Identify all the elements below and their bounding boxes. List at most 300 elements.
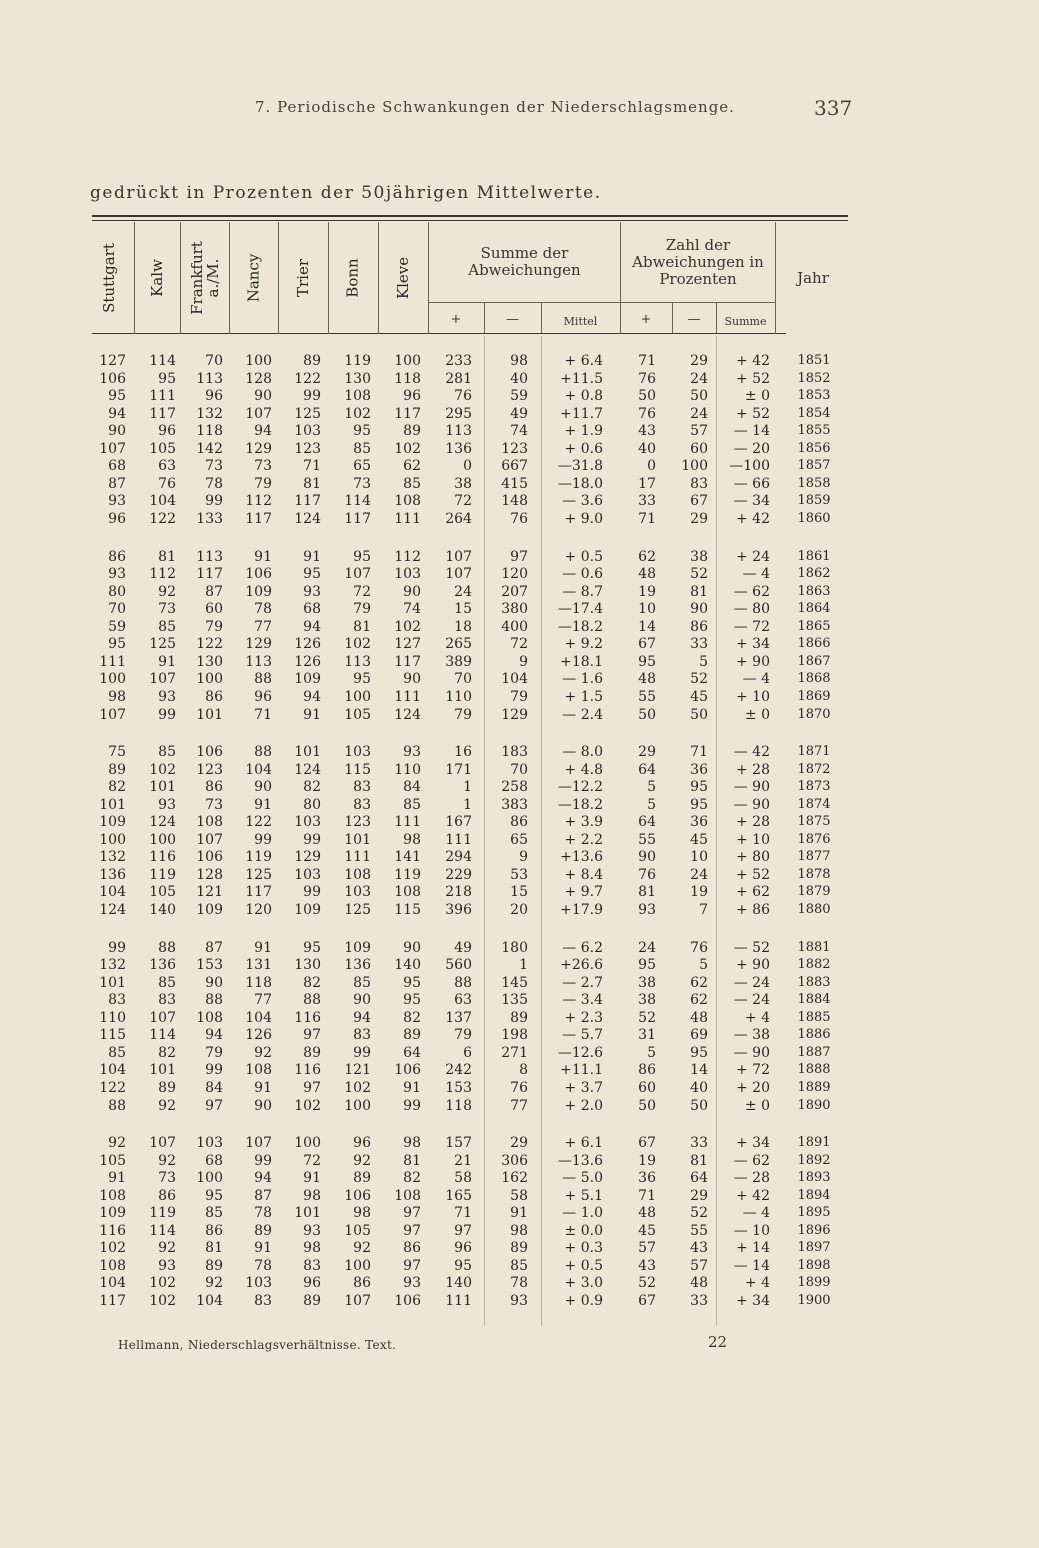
cell-zahl-summe: — 62 xyxy=(733,1152,770,1169)
cell-zahl-summe: — 14 xyxy=(733,1257,770,1274)
cell-sum-mittel: + 3.7 xyxy=(564,1079,603,1096)
cell-trier: 95 xyxy=(303,939,321,956)
cell-zahl-minus: 57 xyxy=(690,1257,708,1274)
cell-nancy: 117 xyxy=(245,511,272,527)
cell-frankfurt: 85 xyxy=(205,1205,223,1222)
cell-kalw: 85 xyxy=(158,744,176,760)
cell-nancy: 94 xyxy=(254,1170,272,1187)
cell-frankfurt: 108 xyxy=(196,1009,223,1026)
cell-sum-minus: 72 xyxy=(510,636,528,653)
cell-sum-mittel: + 3.9 xyxy=(564,814,603,831)
cell-trier: 99 xyxy=(303,388,321,405)
cell-zahl-plus: 50 xyxy=(638,388,656,405)
cell-sum-minus: 15 xyxy=(510,884,528,901)
cell-stuttgart: 105 xyxy=(99,1152,126,1169)
cell-sum-plus: 111 xyxy=(445,831,472,848)
cell-stuttgart: 107 xyxy=(99,706,126,723)
cell-nancy: 125 xyxy=(245,866,272,883)
cell-bonn: 105 xyxy=(344,706,371,723)
cell-sum-minus: 85 xyxy=(510,1257,528,1274)
cell-kleve: 97 xyxy=(403,1205,421,1222)
cell-sum-plus: 157 xyxy=(445,1135,472,1151)
cell-year: 1894 xyxy=(797,1187,831,1203)
cell-zahl-summe: — 38 xyxy=(733,1027,770,1044)
cell-zahl-plus: 71 xyxy=(638,353,656,369)
cell-sum-mittel: +18.1 xyxy=(560,653,603,670)
cell-stuttgart: 102 xyxy=(99,1240,126,1257)
cell-year: 1871 xyxy=(797,744,831,759)
cell-kleve: 85 xyxy=(403,475,421,492)
cell-zahl-minus: 38 xyxy=(690,548,708,565)
cell-sum-mittel: —18.2 xyxy=(557,618,603,635)
cell-zahl-summe: + 42 xyxy=(736,1187,770,1204)
cell-sum-mittel: +11.7 xyxy=(560,405,603,422)
cell-frankfurt: 79 xyxy=(205,618,223,635)
cell-sum-plus: 137 xyxy=(445,1009,472,1026)
cell-zahl-summe: + 20 xyxy=(736,1079,770,1096)
cell-frankfurt: 100 xyxy=(196,671,223,688)
cell-sum-mittel: —18.0 xyxy=(557,475,603,492)
cell-bonn: 108 xyxy=(344,388,371,405)
cell-stuttgart: 100 xyxy=(99,671,126,688)
cell-frankfurt: 128 xyxy=(196,866,223,883)
cell-stuttgart: 91 xyxy=(108,1170,126,1187)
cell-sum-mittel: + 9.7 xyxy=(564,884,603,901)
cell-stuttgart: 95 xyxy=(108,388,126,405)
cell-zahl-summe: + 10 xyxy=(736,688,770,705)
cell-frankfurt: 68 xyxy=(205,1152,223,1169)
cell-bonn: 130 xyxy=(344,370,371,387)
cell-zahl-summe: + 10 xyxy=(736,831,770,848)
cell-kleve: 102 xyxy=(394,618,421,635)
cell-year: 1888 xyxy=(797,1062,831,1078)
cell-sum-plus: 88 xyxy=(454,974,472,991)
cell-frankfurt: 106 xyxy=(196,849,223,866)
cell-nancy: 126 xyxy=(245,1027,272,1044)
cell-bonn: 103 xyxy=(344,884,371,901)
cell-frankfurt: 90 xyxy=(205,974,223,991)
cell-year: 1900 xyxy=(797,1293,831,1308)
cell-bonn: 107 xyxy=(344,566,371,582)
cell-year: 1861 xyxy=(797,548,831,564)
cell-trier: 82 xyxy=(303,779,321,796)
cell-frankfurt: 87 xyxy=(205,583,223,600)
cell-sum-plus: 15 xyxy=(454,601,472,618)
cell-zahl-summe: ± 0 xyxy=(744,706,770,723)
footer-source: Hellmann, Niederschlagsverhältnisse. Text. xyxy=(118,1338,397,1352)
cell-frankfurt: 70 xyxy=(205,353,223,369)
cell-sum-plus: 70 xyxy=(454,671,472,688)
cell-zahl-plus: 67 xyxy=(638,1135,656,1151)
cell-kalw: 85 xyxy=(158,974,176,991)
cell-zahl-plus: 36 xyxy=(638,1170,656,1187)
cell-zahl-minus: 76 xyxy=(690,939,708,956)
cell-kalw: 85 xyxy=(158,618,176,635)
cell-kleve: 140 xyxy=(394,957,421,974)
cell-trier: 68 xyxy=(303,601,321,618)
cell-nancy: 100 xyxy=(245,353,272,369)
cell-zahl-plus: 67 xyxy=(638,1293,656,1309)
subheader-summe: Summe xyxy=(724,315,767,328)
cell-zahl-plus: 31 xyxy=(638,1027,656,1044)
cell-bonn: 113 xyxy=(344,653,371,670)
cell-nancy: 112 xyxy=(245,493,272,510)
cell-stuttgart: 117 xyxy=(99,1293,126,1309)
cell-nancy: 91 xyxy=(254,1240,272,1257)
page-number: 337 xyxy=(814,96,853,120)
subheader-plus: + xyxy=(640,312,652,327)
cell-sum-plus: 16 xyxy=(454,744,472,760)
cell-zahl-summe: — 10 xyxy=(733,1222,770,1239)
body-divider xyxy=(716,336,717,1326)
cell-bonn: 89 xyxy=(353,1170,371,1187)
cell-trier: 99 xyxy=(303,831,321,848)
cell-zahl-summe: + 52 xyxy=(736,370,770,387)
cell-trier: 116 xyxy=(294,1062,321,1079)
cell-sum-mittel: — 3.4 xyxy=(562,992,603,1009)
cell-kalw: 73 xyxy=(158,1170,176,1187)
cell-zahl-summe: + 24 xyxy=(736,548,770,565)
cell-zahl-minus: 29 xyxy=(690,353,708,369)
cell-zahl-minus: 14 xyxy=(690,1062,708,1079)
cell-zahl-plus: 90 xyxy=(638,849,656,866)
cell-year: 1858 xyxy=(797,475,831,491)
cell-kalw: 101 xyxy=(149,779,176,796)
cell-trier: 98 xyxy=(303,1187,321,1204)
cell-sum-minus: 89 xyxy=(510,1240,528,1257)
cell-year: 1877 xyxy=(797,849,831,865)
cell-sum-minus: 183 xyxy=(501,744,528,760)
cell-stuttgart: 122 xyxy=(99,1079,126,1096)
cell-sum-plus: 38 xyxy=(454,475,472,492)
cell-stuttgart: 104 xyxy=(99,884,126,901)
cell-nancy: 87 xyxy=(254,1187,272,1204)
cell-nancy: 88 xyxy=(254,671,272,688)
cell-nancy: 78 xyxy=(254,1205,272,1222)
cell-zahl-summe: — 66 xyxy=(733,475,770,492)
cell-zahl-summe: — 90 xyxy=(733,796,770,813)
cell-kalw: 93 xyxy=(158,796,176,813)
cell-kleve: 62 xyxy=(403,458,421,475)
cell-sum-mittel: + 9.0 xyxy=(564,511,603,527)
cell-sum-minus: 78 xyxy=(510,1275,528,1292)
cell-kleve: 108 xyxy=(394,1187,421,1204)
cell-kleve: 112 xyxy=(394,548,421,565)
cell-zahl-minus: 67 xyxy=(690,493,708,510)
cell-zahl-plus: 62 xyxy=(638,548,656,565)
cell-stuttgart: 111 xyxy=(99,653,126,670)
cell-frankfurt: 153 xyxy=(196,957,223,974)
cell-bonn: 95 xyxy=(353,548,371,565)
cell-trier: 94 xyxy=(303,688,321,705)
cell-stuttgart: 104 xyxy=(99,1275,126,1292)
cell-zahl-plus: 38 xyxy=(638,974,656,991)
body-divider xyxy=(484,336,485,1326)
cell-sum-mittel: + 1.9 xyxy=(564,423,603,440)
cell-sum-minus: 135 xyxy=(501,992,528,1009)
cell-zahl-minus: 40 xyxy=(690,1079,708,1096)
cell-kalw: 104 xyxy=(149,493,176,510)
cell-kalw: 105 xyxy=(149,440,176,457)
cell-frankfurt: 99 xyxy=(205,493,223,510)
cell-kleve: 117 xyxy=(394,653,421,670)
cell-trier: 81 xyxy=(303,475,321,492)
top-rule xyxy=(92,215,848,217)
cell-bonn: 65 xyxy=(353,458,371,475)
cell-zahl-summe: ± 0 xyxy=(744,388,770,405)
cell-kalw: 92 xyxy=(158,583,176,600)
cell-frankfurt: 103 xyxy=(196,1135,223,1151)
column-header-nancy: Nancy xyxy=(243,253,262,303)
cell-bonn: 121 xyxy=(344,1062,371,1079)
cell-trier: 129 xyxy=(294,849,321,866)
cell-zahl-summe: — 34 xyxy=(733,493,770,510)
cell-trier: 89 xyxy=(303,1044,321,1061)
cell-trier: 93 xyxy=(303,583,321,600)
cell-bonn: 83 xyxy=(353,779,371,796)
cell-trier: 94 xyxy=(303,618,321,635)
cell-kalw: 119 xyxy=(149,866,176,883)
cell-zahl-plus: 67 xyxy=(638,636,656,653)
cell-kalw: 96 xyxy=(158,423,176,440)
cell-stuttgart: 104 xyxy=(99,1062,126,1079)
cell-kalw: 107 xyxy=(149,1009,176,1026)
cell-frankfurt: 88 xyxy=(205,992,223,1009)
cell-kleve: 108 xyxy=(394,884,421,901)
cell-frankfurt: 121 xyxy=(196,884,223,901)
cell-sum-plus: 171 xyxy=(445,761,472,778)
cell-kleve: 89 xyxy=(403,1027,421,1044)
cell-sum-minus: 76 xyxy=(510,511,528,527)
cell-kleve: 82 xyxy=(403,1170,421,1187)
cell-sum-minus: 91 xyxy=(510,1205,528,1222)
cell-zahl-summe: + 52 xyxy=(736,405,770,422)
cell-zahl-minus: 52 xyxy=(690,566,708,582)
cell-zahl-plus: 48 xyxy=(638,671,656,688)
cell-sum-minus: 148 xyxy=(501,493,528,510)
cell-stuttgart: 124 xyxy=(99,902,126,918)
cell-sum-minus: 49 xyxy=(510,405,528,422)
column-header-frankfurt: Frankfurt a./M. xyxy=(188,241,222,315)
cell-sum-minus: 53 xyxy=(510,866,528,883)
cell-trier: 91 xyxy=(303,1170,321,1187)
cell-frankfurt: 122 xyxy=(196,636,223,653)
cell-stuttgart: 95 xyxy=(108,636,126,653)
cell-kleve: 74 xyxy=(403,601,421,618)
cell-kalw: 95 xyxy=(158,370,176,387)
cell-kleve: 103 xyxy=(394,566,421,582)
cell-zahl-summe: — 20 xyxy=(733,440,770,457)
cell-kalw: 63 xyxy=(158,458,176,475)
cell-zahl-summe: + 90 xyxy=(736,957,770,974)
cell-zahl-summe: — 4 xyxy=(742,671,770,688)
cell-bonn: 102 xyxy=(344,405,371,422)
cell-nancy: 79 xyxy=(254,475,272,492)
cell-frankfurt: 142 xyxy=(196,440,223,457)
cell-stuttgart: 136 xyxy=(99,866,126,883)
cell-zahl-minus: 100 xyxy=(681,458,708,475)
cell-sum-minus: 93 xyxy=(510,1293,528,1309)
cell-kalw: 89 xyxy=(158,1079,176,1096)
cell-nancy: 77 xyxy=(254,992,272,1009)
cell-nancy: 104 xyxy=(245,1009,272,1026)
cell-zahl-minus: 33 xyxy=(690,636,708,653)
cell-kalw: 92 xyxy=(158,1097,176,1114)
cell-kalw: 93 xyxy=(158,688,176,705)
cell-zahl-summe: — 4 xyxy=(742,1205,770,1222)
cell-trier: 91 xyxy=(303,548,321,565)
cell-frankfurt: 86 xyxy=(205,1222,223,1239)
cell-zahl-plus: 55 xyxy=(638,831,656,848)
cell-zahl-minus: 81 xyxy=(690,1152,708,1169)
cell-stuttgart: 98 xyxy=(108,688,126,705)
cell-stuttgart: 96 xyxy=(108,511,126,527)
cell-sum-minus: 98 xyxy=(510,353,528,369)
cell-sum-plus: 167 xyxy=(445,814,472,831)
cell-sum-plus: 165 xyxy=(445,1187,472,1204)
cell-kleve: 85 xyxy=(403,796,421,813)
cell-year: 1889 xyxy=(797,1079,831,1095)
cell-zahl-minus: 29 xyxy=(690,1187,708,1204)
cell-frankfurt: 104 xyxy=(196,1293,223,1309)
cell-zahl-minus: 48 xyxy=(690,1275,708,1292)
cell-kalw: 83 xyxy=(158,992,176,1009)
cell-zahl-summe: — 4 xyxy=(742,566,770,582)
cell-zahl-minus: 95 xyxy=(690,796,708,813)
cell-frankfurt: 89 xyxy=(205,1257,223,1274)
cell-zahl-minus: 50 xyxy=(690,706,708,723)
cell-bonn: 86 xyxy=(353,1275,371,1292)
cell-sum-mittel: — 3.6 xyxy=(562,493,603,510)
cell-year: 1859 xyxy=(797,493,831,509)
cell-nancy: 99 xyxy=(254,831,272,848)
cell-frankfurt: 86 xyxy=(205,688,223,705)
cell-zahl-plus: 95 xyxy=(638,653,656,670)
cell-stuttgart: 93 xyxy=(108,566,126,582)
cell-sum-minus: 162 xyxy=(501,1170,528,1187)
cell-zahl-summe: — 52 xyxy=(733,939,770,956)
cell-sum-plus: 63 xyxy=(454,992,472,1009)
cell-stuttgart: 101 xyxy=(99,796,126,813)
cell-zahl-plus: 24 xyxy=(638,939,656,956)
cell-zahl-minus: 95 xyxy=(690,779,708,796)
cell-stuttgart: 59 xyxy=(108,618,126,635)
column-header-trier: Trier xyxy=(294,258,312,298)
cell-zahl-minus: 24 xyxy=(690,866,708,883)
cell-kalw: 91 xyxy=(158,653,176,670)
cell-kalw: 102 xyxy=(149,1293,176,1309)
cell-zahl-plus: 64 xyxy=(638,814,656,831)
cell-kalw: 76 xyxy=(158,475,176,492)
cell-year: 1851 xyxy=(797,353,831,368)
cell-sum-mittel: + 0.3 xyxy=(564,1240,603,1257)
cell-zahl-summe: —100 xyxy=(729,458,770,475)
cell-sum-plus: 233 xyxy=(445,353,472,369)
cell-trier: 98 xyxy=(303,1240,321,1257)
cell-zahl-plus: 76 xyxy=(638,866,656,883)
cell-sum-plus: 1 xyxy=(463,779,472,796)
cell-sum-plus: 136 xyxy=(445,440,472,457)
cell-stuttgart: 109 xyxy=(99,1205,126,1222)
cell-trier: 102 xyxy=(294,1097,321,1114)
cell-zahl-plus: 43 xyxy=(638,1257,656,1274)
cell-trier: 101 xyxy=(294,744,321,760)
cell-sum-minus: 40 xyxy=(510,370,528,387)
cell-sum-mittel: + 0.6 xyxy=(564,440,603,457)
cell-year: 1857 xyxy=(797,458,831,474)
cell-sum-minus: 145 xyxy=(501,974,528,991)
cell-stuttgart: 127 xyxy=(99,353,126,369)
cell-sum-mittel: + 0.9 xyxy=(564,1293,603,1309)
cell-kleve: 91 xyxy=(403,1079,421,1096)
cell-zahl-minus: 86 xyxy=(690,618,708,635)
cell-sum-minus: 258 xyxy=(501,779,528,796)
cell-frankfurt: 108 xyxy=(196,814,223,831)
cell-zahl-minus: 95 xyxy=(690,1044,708,1061)
cell-sum-plus: 294 xyxy=(445,849,472,866)
cell-kleve: 98 xyxy=(403,831,421,848)
cell-kalw: 92 xyxy=(158,1152,176,1169)
cell-zahl-plus: 29 xyxy=(638,744,656,760)
cell-kalw: 73 xyxy=(158,601,176,618)
cell-sum-minus: 667 xyxy=(501,458,528,475)
cell-frankfurt: 109 xyxy=(196,902,223,918)
cell-zahl-plus: 71 xyxy=(638,511,656,527)
cell-year: 1881 xyxy=(797,939,831,955)
cell-trier: 130 xyxy=(294,957,321,974)
cell-zahl-minus: 52 xyxy=(690,671,708,688)
footer-signature: 22 xyxy=(708,1333,728,1351)
cell-nancy: 78 xyxy=(254,601,272,618)
cell-zahl-plus: 19 xyxy=(638,1152,656,1169)
cell-sum-minus: 8 xyxy=(519,1062,528,1079)
cell-stuttgart: 92 xyxy=(108,1135,126,1151)
cell-zahl-summe: + 34 xyxy=(736,636,770,653)
cell-kalw: 81 xyxy=(158,548,176,565)
cell-sum-plus: 242 xyxy=(445,1062,472,1079)
cell-sum-minus: 79 xyxy=(510,688,528,705)
cell-year: 1867 xyxy=(797,653,831,669)
cell-nancy: 120 xyxy=(245,902,272,918)
cell-bonn: 100 xyxy=(344,688,371,705)
cell-zahl-plus: 76 xyxy=(638,370,656,387)
cell-stuttgart: 108 xyxy=(99,1187,126,1204)
cell-sum-mittel: + 3.0 xyxy=(564,1275,603,1292)
cell-zahl-minus: 69 xyxy=(690,1027,708,1044)
cell-kalw: 88 xyxy=(158,939,176,956)
cell-trier: 124 xyxy=(294,761,321,778)
cell-frankfurt: 107 xyxy=(196,831,223,848)
cell-year: 1855 xyxy=(797,423,831,439)
cell-zahl-plus: 76 xyxy=(638,405,656,422)
cell-bonn: 72 xyxy=(353,583,371,600)
cell-year: 1865 xyxy=(797,618,831,634)
cell-year: 1860 xyxy=(797,511,831,526)
cell-nancy: 122 xyxy=(245,814,272,831)
cell-sum-plus: 49 xyxy=(454,939,472,956)
cell-sum-minus: 180 xyxy=(501,939,528,956)
cell-sum-plus: 6 xyxy=(463,1044,472,1061)
cell-zahl-minus: 5 xyxy=(699,957,708,974)
cell-frankfurt: 133 xyxy=(196,511,223,527)
cell-zahl-summe: — 24 xyxy=(733,992,770,1009)
cell-sum-mittel: +13.6 xyxy=(560,849,603,866)
cell-nancy: 91 xyxy=(254,939,272,956)
cell-sum-minus: 271 xyxy=(501,1044,528,1061)
cell-kleve: 110 xyxy=(394,761,421,778)
cell-nancy: 109 xyxy=(245,583,272,600)
cell-sum-plus: 97 xyxy=(454,1222,472,1239)
